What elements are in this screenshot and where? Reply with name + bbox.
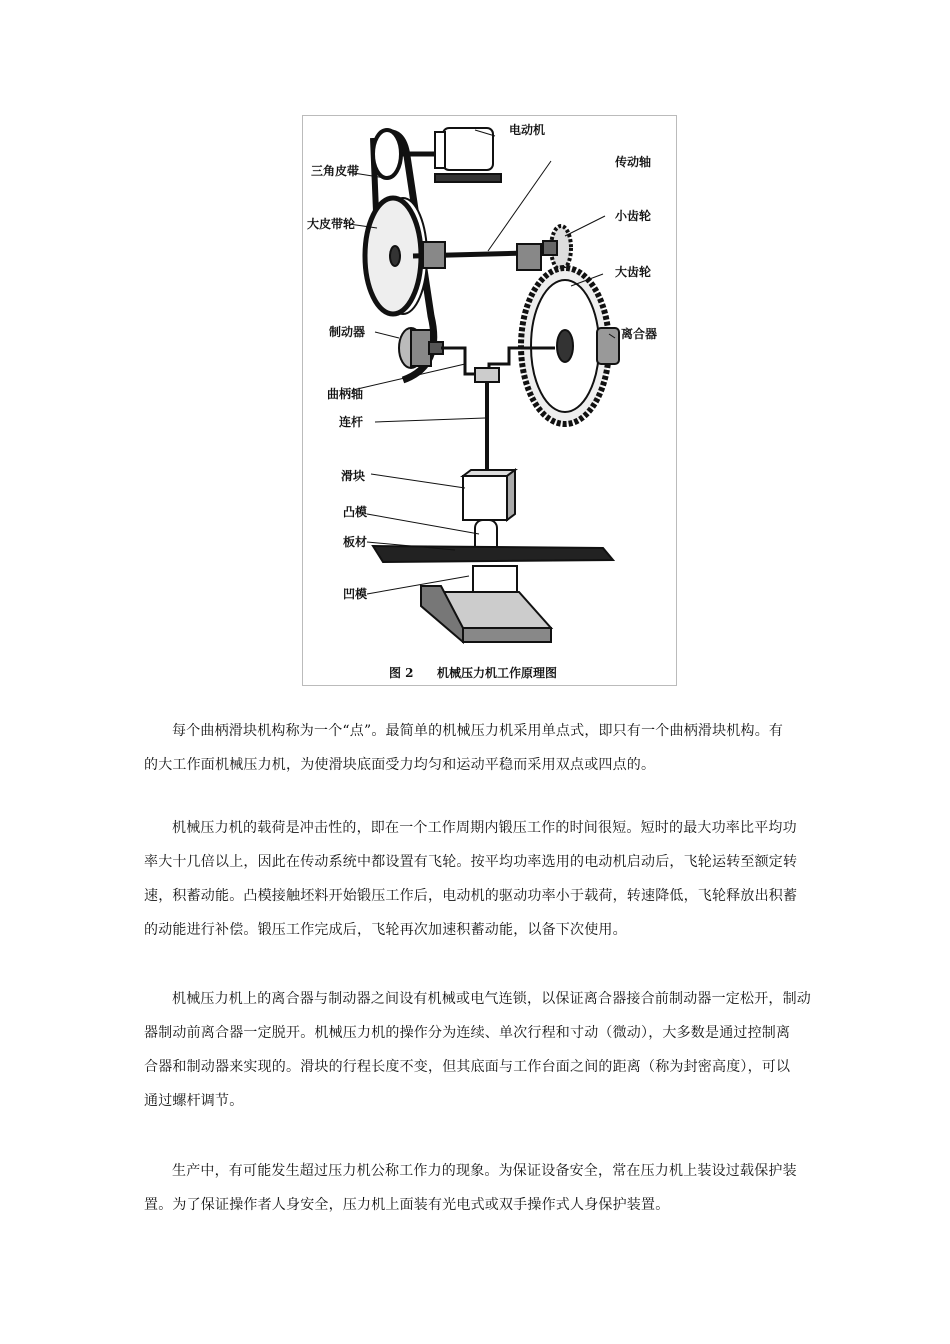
paragraph-line: 置。为了保证操作者人身安全，压力机上面装有光电式或双手操作式人身保护装置。 [144, 1197, 670, 1213]
label-punch: 凸模 [343, 505, 368, 519]
label-connecting-rod: 连杆 [339, 415, 364, 429]
slider-drawing [463, 470, 515, 520]
large-gear-drawing [521, 268, 619, 424]
label-die: 凹模 [343, 587, 368, 601]
paragraph-line: 机械压力机的载荷是冲击性的，即在一个工作周期内锻压工作的时间很短。短时的最大功率比平均功 [172, 820, 797, 836]
press-diagram-svg [303, 116, 678, 687]
press-diagram-figure [302, 115, 677, 686]
label-motor: 电动机 [509, 123, 546, 137]
motor-drawing [399, 128, 501, 182]
paragraph-line: 通过螺杆调节。 [144, 1093, 244, 1109]
paragraph-3 [144, 982, 812, 1118]
label-brake: 制动器 [329, 325, 366, 339]
paragraph-line: 机械压力机上的离合器与制动器之间设有机械或电气连锁，以保证离合器接合前制动器一定松开，制动 [172, 991, 811, 1007]
paragraph-line: 的动能进行补偿。锻压工作完成后，飞轮再次加速积蓄动能，以备下次使用。 [144, 922, 627, 938]
paragraph-line: 率大十几倍以上，因此在传动系统中都设置有飞轮。按平均功率选用的电动机启动后，飞轮运转至额定转 [144, 854, 798, 870]
label-large-pulley: 大皮带轮 [307, 217, 356, 231]
figure-caption-title: 机械压力机工作原理图 [437, 666, 558, 680]
label-slider: 滑块 [341, 469, 366, 483]
figure-caption-number: 图 2 [389, 666, 414, 680]
small-gear-drawing [543, 226, 571, 270]
paragraph-2 [144, 811, 812, 947]
die-drawing [421, 566, 551, 642]
paragraph-line: 生产中，有可能发生超过压力机公称工作力的现象。为保证设备安全，常在压力机上装设过载保护装 [172, 1163, 797, 1179]
label-small-gear: 小齿轮 [615, 209, 652, 223]
paragraph-line: 合器和制动器来实现的。滑块的行程长度不变，但其底面与工作台面之间的距离（称为封密高度），可以 [144, 1059, 791, 1075]
paragraph-4 [144, 1154, 812, 1222]
sheet-drawing [373, 546, 613, 562]
label-sheet: 板材 [343, 535, 368, 549]
paragraph-line: 的大工作面机械压力机，为使滑块底面受力均匀和运动平稳而采用双点或四点的。 [144, 757, 656, 773]
label-clutch: 离合器 [621, 327, 658, 341]
paragraph-line: 每个曲柄滑块机构称为一个“点”。最简单的机械压力机采用单点式，即只有一个曲柄滑块机构。有 [172, 723, 784, 739]
label-drive-shaft: 传动轴 [615, 155, 652, 169]
label-large-gear: 大齿轮 [615, 265, 652, 279]
paragraph-1 [144, 714, 812, 782]
label-v-belt: 三角皮带 [311, 164, 360, 178]
paragraph-line: 速，积蓄动能。凸模接触坯料开始锻压工作后，电动机的驱动功率小于载荷，转速降低，飞轮释放出积蓄 [144, 888, 798, 904]
label-crankshaft: 曲柄轴 [327, 387, 364, 401]
paragraph-line: 器制动前离合器一定脱开。机械压力机的操作分为连续、单次行程和寸动（微动），大多数是通过控制离 [144, 1025, 791, 1041]
